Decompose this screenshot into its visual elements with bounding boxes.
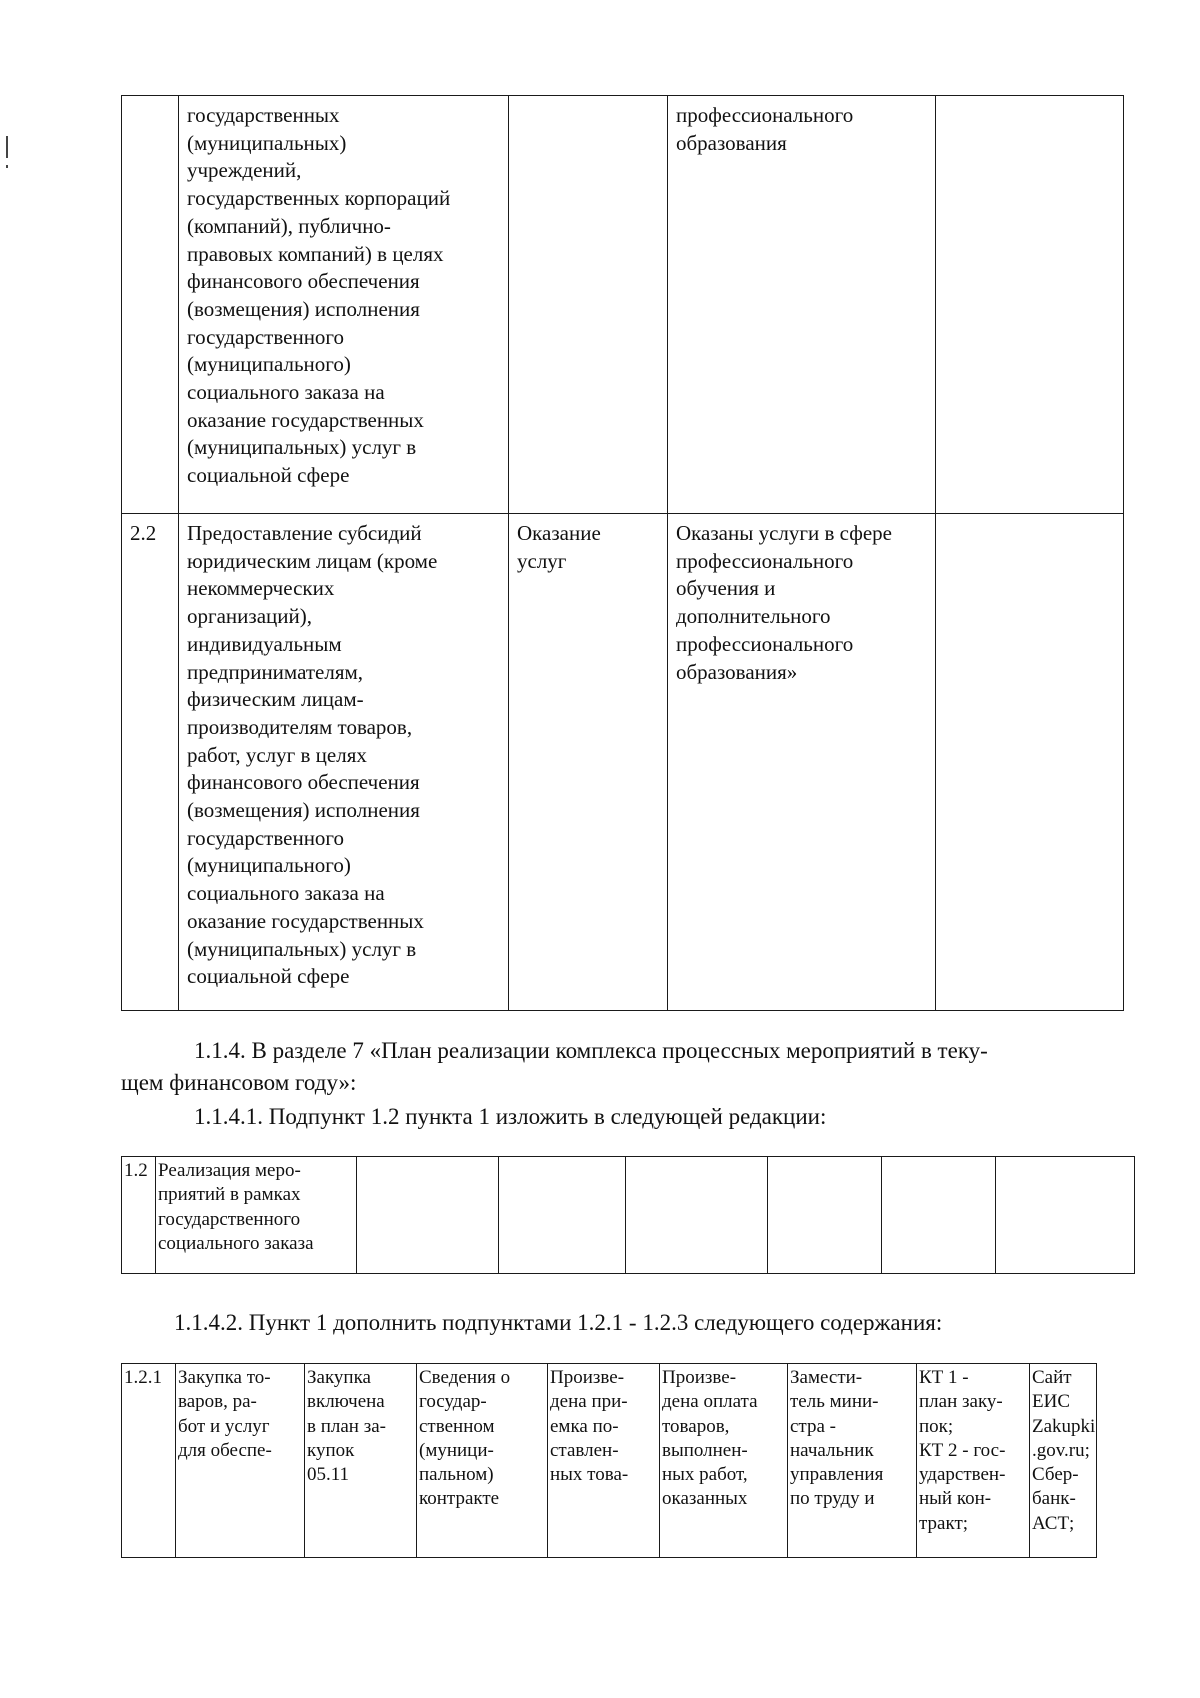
table-row <box>122 1364 1097 1558</box>
row-number: 2.2 <box>122 514 179 1011</box>
responsible-person: Замести- тель мини- стра - начальник управления по труду и <box>788 1364 917 1558</box>
measure-result: профессионального образования <box>668 96 936 514</box>
goods-acceptance: Произве- дена при- емка по- ставлен- ных това- <box>548 1364 660 1558</box>
empty-cell <box>996 1157 1135 1274</box>
measure-type <box>509 96 668 514</box>
measure-type: Оказание услуг <box>509 514 668 1011</box>
measures-table <box>121 95 1124 1011</box>
measure-description: государственных (муниципальных) учреждений, государственных корпораций (компаний), публично- правовых компаний) в целях финансового обеспечения (возмещения) исполнения государственного (муниципального) социального заказа на оказание государственных (муниципальных) услуг в социальной сфере <box>179 96 509 514</box>
measure-name: Закупка то- варов, ра- бот и услуг для обеспе- <box>176 1364 305 1558</box>
info-source: Сайт ЕИС Zakupki .gov.ru; Сбер- банк- АСТ; <box>1030 1364 1097 1558</box>
paragraph-1-1-4-line2: щем финансовом году»: <box>121 1070 357 1095</box>
measure-name: Реализация меро- приятий в рамках государственного социального заказа <box>156 1157 357 1274</box>
control-points: КТ 1 - план заку- пок; КТ 2 - гос- ударствен- ный кон- тракт; <box>917 1364 1030 1558</box>
table-row <box>122 96 1124 514</box>
row-number <box>122 96 179 514</box>
empty-cell <box>499 1157 626 1274</box>
measure-description: Предоставление субсидий юридическим лицам (кроме некоммерческих организаций), индивидуальным предпринимателям, физическим лицам- производителям товаров, работ, услуг в целях финансового обеспечения (возмещения) исполнения государственного (муниципального) социального заказа на оказание государственных (муниципальных) услуг в социальной сфере <box>179 514 509 1011</box>
paragraph-1-1-4-line1: 1.1.4. В разделе 7 «План реализации комплекса процессных мероприятий в теку- <box>194 1038 988 1063</box>
payment-status: Произве- дена оплата товаров, выполнен- ных работ, оказанных <box>660 1364 788 1558</box>
empty-cell <box>936 514 1124 1011</box>
paragraph-1-1-4-2: 1.1.4.2. Пункт 1 дополнить подпунктами 1.2.1 - 1.2.3 следующего содержания: <box>174 1310 943 1335</box>
subitem-1-2-table <box>121 1156 1135 1274</box>
contract-info: Сведения о государ- ственном (муници- пальном) контракте <box>417 1364 548 1558</box>
subitem-1-2-1-table <box>121 1363 1097 1558</box>
row-number: 1.2.1 <box>122 1364 176 1558</box>
empty-cell <box>936 96 1124 514</box>
margin-dot <box>6 165 8 168</box>
empty-cell <box>626 1157 768 1274</box>
measure-result: Оказаны услуги в сфере профессионального обучения и дополнительного профессионального образования» <box>668 514 936 1011</box>
empty-cell <box>882 1157 996 1274</box>
empty-cell <box>768 1157 882 1274</box>
paragraph-1-1-4-1: 1.1.4.1. Подпункт 1.2 пункта 1 изложить в следующей редакции: <box>194 1104 827 1129</box>
procurement-plan: Закупка включена в план за- купок 05.11 <box>305 1364 417 1558</box>
empty-cell <box>357 1157 499 1274</box>
table-row <box>122 1157 1135 1274</box>
table-row <box>122 514 1124 1011</box>
margin-mark <box>6 136 8 158</box>
row-number: 1.2 <box>122 1157 156 1274</box>
